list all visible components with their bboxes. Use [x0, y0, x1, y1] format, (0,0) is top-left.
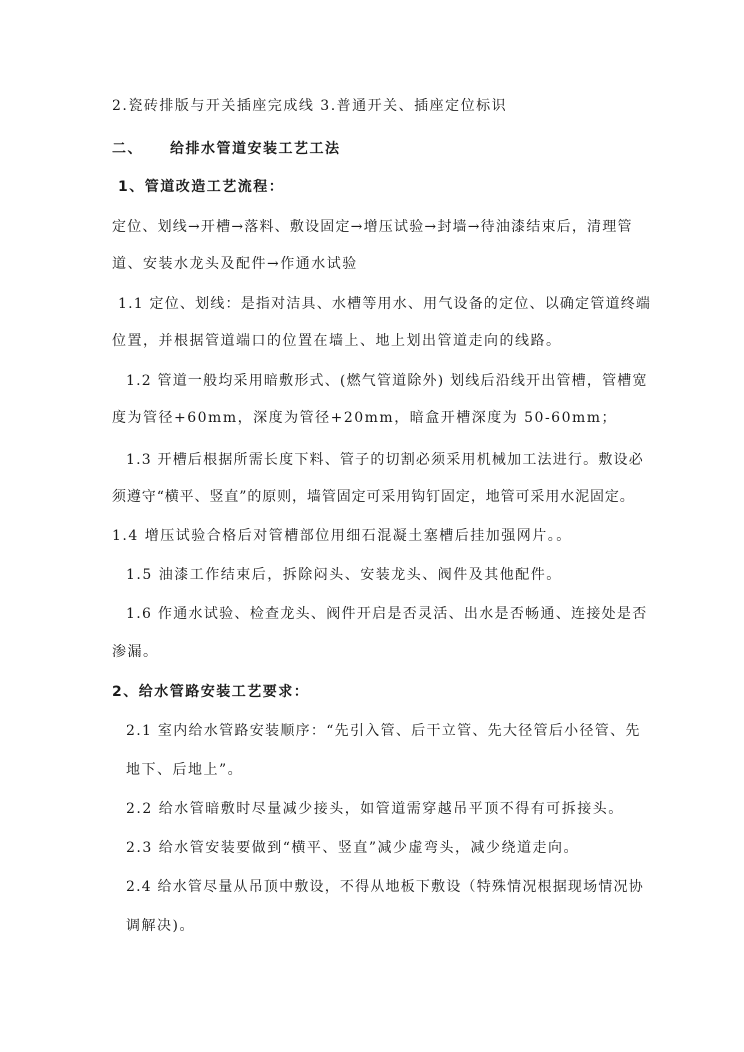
paragraph-line: 须遵守“横平、竖直”的原则，墙管固定可采用钩钉固定，地管可采用水泥固定。	[112, 489, 635, 505]
paragraph-line: 2.4 给水管尽量从吊顶中敷设，不得从地板下敷设（特殊情况根据现场情况协	[126, 879, 644, 895]
paragraph-line: 2.3 给水管安装要做到“横平、竖直”减少虚弯头，减少绕道走向。	[126, 840, 580, 856]
paragraph-line: 1.1 定位、划线：是指对洁具、水槽等用水、用气设备的定位、以确定管道终端	[118, 296, 652, 312]
section-title: 给排水管道安装工艺工法	[170, 141, 341, 157]
paragraph-line: 1.3 开槽后根据所需长度下料、管子的切割必须采用机械加工法进行。敷设必	[126, 452, 644, 468]
paragraph-line: 1.6 作通水试验、检查龙头、阀件开启是否灵活、出水是否畅通、连接处是否	[126, 606, 648, 622]
caption-line: 2.瓷砖排版与开关插座完成线 3.普通开关、插座定位标识	[112, 98, 508, 114]
paragraph-line: 调解决)。	[126, 918, 195, 934]
paragraph-line: 2.2 给水管暗敷时尽量减少接头，如管道需穿越吊平顶不得有可拆接头。	[126, 801, 624, 817]
paragraph-line: 地下、后地上”。	[126, 762, 244, 778]
paragraph-line: 1.2 管道一般均采用暗敷形式、(燃气管道除外) 划线后沿线开出管槽，管槽宽	[126, 373, 648, 389]
paragraph-line: 道、安装水龙头及配件→作通水试验	[112, 256, 358, 272]
subsection-title: 1、管道改造工艺流程：	[118, 179, 285, 195]
paragraph-line: 度为管径+60mm，深度为管径+20mm，暗盒开槽深度为 50-60mm；	[112, 410, 618, 426]
subsection-title: 2、给水管路安装工艺要求：	[112, 684, 310, 700]
paragraph-line: 1.5 油漆工作结束后，拆除闷头、安装龙头、阀件及其他配件。	[126, 567, 562, 583]
section-number: 二、	[112, 141, 143, 157]
paragraph-line: 定位、划线→开槽→落料、敷设固定→增压试验→封墙→待油漆结束后，清理管	[112, 219, 633, 235]
paragraph-line: 1.4 增压试验合格后对管槽部位用细石混凝土塞槽后挂加强网片。。	[112, 528, 572, 544]
paragraph-line: 2.1 室内给水管路安装顺序：“先引入管、后干立管、先大径管后小径管、先	[126, 723, 641, 739]
paragraph-line: 渗漏。	[112, 644, 159, 660]
paragraph-line: 位置，并根据管道端口的位置在墙上、地上划出管道走向的线路。	[112, 333, 562, 349]
